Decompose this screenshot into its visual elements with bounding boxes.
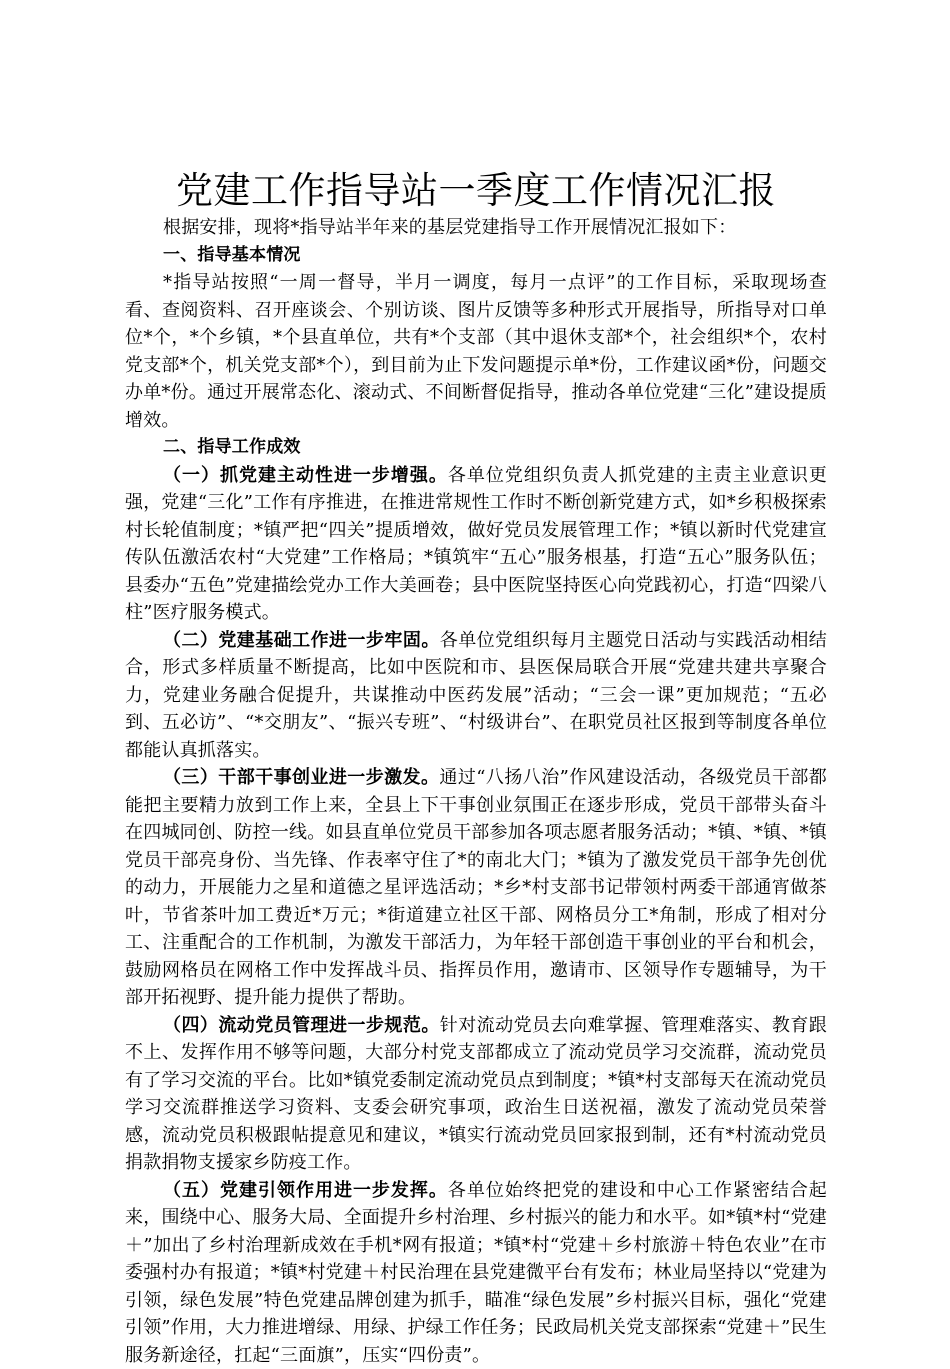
document-body [125,168,827,1369]
result-text-3: 通过“八扬八治”作风建设活动，各级党员干部都能把主要精力放到工作上来，全县上下干事创业氛围正在逐步形成，党员干部带头奋斗在四城同创、防控一线。如县直单位党员干部参加各项志愿者服务活动；*镇、*镇、*镇党员干部亮身份、当先锋、作表率守住了*的南北大门；*镇为了激发党员干部争先创优的动力，开展能力之星和道德之星评选活动；*乡*村支部书记带领村两委干部通宵做茶叶，节省茶叶加工费近*万元；*街道建立社区干部、网格员分工*角制，形成了相对分工、注重配合的工作机制，为激发干部活力，为年轻干部创造干事创业的平台和机会，鼓励网格员在网格工作中发挥战斗员、指挥员作用，邀请市、区领导作专题辅导，为干部开拓视野、提升能力提供了帮助。 [125,767,827,1008]
result-lead-1: （一）抓党建主动性进一步增强。 [163,465,448,486]
result-text-4: 针对流动党员去向难掌握、管理难落实、教育跟不上、发挥作用不够等问题，大部分村党支部都成立了流动党员学习交流群，流动党员有了学习交流的平台。比如*镇党委制定流动党员点到制度；*镇*村支部每天在流动党员学习交流群推送学习资料、支委会研究事项，政治生日送祝福，激发了流动党员荣誉感，流动党员积极跟帖提意见和建议，*镇实行流动党员回家报到制，还有*村流动党员捐款捐物支援家乡防疫工作。 [125,1015,827,1174]
section-body-basic: *指导站按照“一周一督导，半月一调度，每月一点评”的工作目标，采取现场查看、查阅资料、召开座谈会、个别访谈、图片反馈等多种形式开展指导，所指导对口单位*个，*个乡镇，*个县直单位，共有*个支部（其中退休支部*个，社会组织*个，农村党支部*个，机关党支部*个），到目前为止下发问题提示单*份，工作建议函*份，问题交办单*份。通过开展常态化、滚动式、不间断督促指导，推动各单位党建“三化”建设提质增效。 [125,269,827,434]
result-text-5: 各单位始终把党的建设和中心工作紧密结合起来，围绕中心、服务大局、全面提升乡村治理、乡村振兴的能力和水平。如*镇*村“党建＋”加出了乡村治理新成效在手机*网有报道；*镇*村“党建＋乡村旅游＋特色农业”在市委强村办有报道；*镇*村党建＋村民治理在县党建微平台有发布；林业局坚持以“党建为引领，绿色发展”特色党建品牌创建为抓手，瞄准“绿色发展”乡村振兴目标，强化“党建引领”作用，大力推进增绿、用绿、护绿工作任务；民政局机关党支部探索“党建＋”民生服务新途径，扛起“三面旗”，压实“四份责”。 [125,1180,827,1366]
section-heading-basic: 一、指导基本情况 [125,242,827,270]
result-paragraph-4 [125,1012,827,1177]
result-paragraph-3 [125,764,827,1012]
result-paragraph-1 [125,462,827,627]
section-heading-results: 二、指导工作成效 [125,434,827,462]
result-lead-5: （五）党建引领作用进一步发挥。 [163,1180,448,1201]
result-lead-3: （三）干部干事创业进一步激发。 [163,767,439,788]
result-text-2: 各单位党组织每月主题党日活动与实践活动相结合，形式多样质量不断提高，比如中医院和市、县医保局联合开展“党建共建共享聚合力，党建业务融合促提升，共谋推动中医药发展”活动；“三会一课”更加规范；“五必到、五必访”、“*交朋友”、“振兴专班”、“村级讲台”、在职党员社区报到等制度各单位都能认真抓落实。 [125,630,827,761]
intro-paragraph: 根据安排，现将*指导站半年来的基层党建指导工作开展情况汇报如下： [125,214,827,242]
result-lead-2: （二）党建基础工作进一步牢固。 [163,630,440,651]
result-paragraph-5 [125,1177,827,1369]
document-title: 党建工作指导站一季度工作情况汇报 [125,168,827,214]
result-text-1: 各单位党组织负责人抓党建的主责主业意识更强，党建“三化”工作有序推进，在推进常规性工作时不断创新党建方式，如*乡积极探索村长轮值制度；*镇严把“四关”提质增效，做好党员发展管理工作；*镇以新时代党建宣传队伍激活农村“大党建”工作格局；*镇筑牢“五心”服务根基，打造“五心”服务队伍；县委办“五色”党建描绘党办工作大美画卷；县中医院坚持医心向党践初心，打造“四梁八柱”医疗服务模式。 [125,465,827,624]
result-paragraph-2 [125,627,827,765]
result-lead-4: （四）流动党员管理进一步规范。 [163,1015,440,1036]
